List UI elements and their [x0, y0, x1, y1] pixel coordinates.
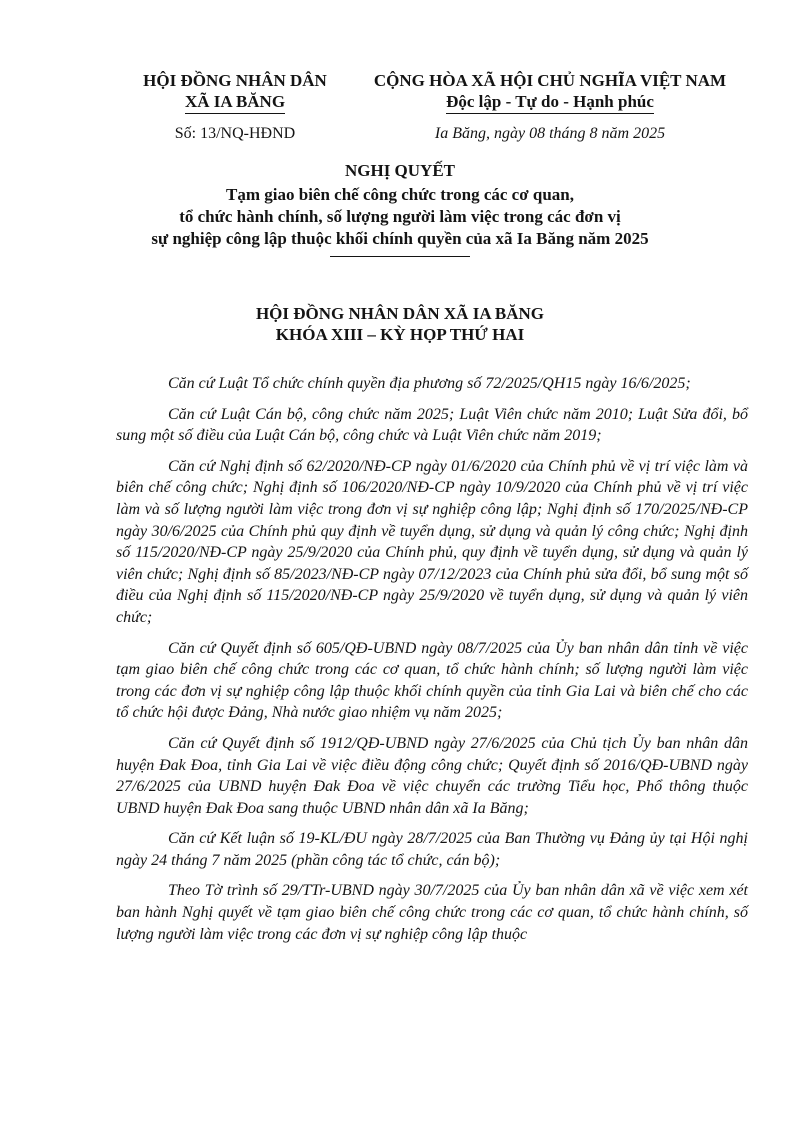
preamble-paragraph: Căn cứ Kết luận số 19-KL/ĐU ngày 28/7/2025 của Ban Thường vụ Đảng ủy tại Hội nghị ngày 24 tháng 7 năm 2025 (phần công tác tổ chức, cán bộ); [116, 830, 748, 869]
preamble-paragraph: Theo Tờ trình số 29/TTr-UBND ngày 30/7/2025 của Ủy ban nhân dân xã về việc xem xét ban hành Nghị quyết về tạm giao biên chế công chức trong các cơ quan, tổ chức hành chính, số lượng người làm việc trong các đơn vị sự nghiệp công lập thuộc [116, 882, 748, 943]
preamble-body [116, 373, 748, 954]
preamble-paragraph: Căn cứ Luật Cán bộ, công chức năm 2025; Luật Viên chức năm 2010; Luật Sửa đổi, bổ sung một số điều của Luật Cán bộ, công chức và Luật Viên chức năm 2019; [116, 405, 748, 445]
national-heading [355, 70, 745, 144]
council-name: HỘI ĐỒNG NHÂN DÂN XÃ IA BĂNG [255, 304, 545, 323]
preamble-paragraph: Căn cứ Quyết định số 605/QĐ-UBND ngày 08/7/2025 của Ủy ban nhân dân tỉnh về việc tạm giao biên chế công chức trong các cơ quan, tổ chức hành chính; số lượng người làm việc trong các đơn vị sự nghiệp công lập thuộc khối chính quyền của tỉnh Gia Lai và biên chế cho các tổ chức hội được Đảng, Nhà nước giao nhiệm vụ năm 2025; [116, 639, 748, 722]
preamble-paragraph: Căn cứ Luật Tổ chức chính quyền địa phương số 72/2025/QH15 ngày 16/6/2025; [168, 375, 691, 392]
preamble-paragraph: Căn cứ Quyết định số 1912/QĐ-UBND ngày 27/6/2025 của Chủ tịch Ủy ban nhân dân huyện Đak Đoa, tỉnh Gia Lai về việc điều động công chức; Quyết định số 2016/QĐ-UBND ngày 27/6/2025 của UBND huyện Đak Đoa về việc chuyển các trường Tiểu học, Phổ thông thuộc UBND huyện Đak Đoa sang thuộc UBND nhân dân xã Ia Băng; [116, 734, 748, 817]
document-type: NGHỊ QUYẾT [344, 161, 456, 180]
org-name-line2: XÃ IA BĂNG [185, 91, 285, 114]
national-motto: Độc lập - Tự do - Hạnh phúc [446, 91, 654, 114]
preamble-paragraph: Căn cứ Nghị định số 62/2020/NĐ-CP ngày 01/6/2020 của Chính phủ về vị trí việc làm và biên chế công chức; Nghị định số 106/2020/NĐ-CP ngày 10/9/2020 của Chính phủ về vị trí việc làm và số lượng người làm việc trong đơn vị sự nghiệp công lập; Nghị định số 170/2025/NĐ-CP ngày 30/6/2025 của Chính phủ quy định về tuyển dụng, sử dụng và quản lý công chức; Nghị định số 115/2020/NĐ-CP ngày 25/9/2020 của Chính phủ, quy định về tuyển dụng, sử dụng và quản lý viên chức; Nghị định số 85/2023/NĐ-CP ngày 07/12/2023 của Chính phủ sửa đổi, bổ sung một số điều của Nghị định số 115/2020/NĐ-CP ngày 25/9/2020 về tuyển dụng, sử dụng và quản lý viên chức; [116, 457, 748, 626]
document-title [60, 160, 740, 257]
issuing-body [120, 70, 350, 144]
document-number: Số: 13/NQ-HĐND [174, 125, 296, 142]
title-subject-line3: sự nghiệp công lập thuộc khối chính quyền của xã Ia Băng năm 2025 [151, 229, 649, 248]
council-heading [60, 303, 740, 345]
nation-name: CỘNG HÒA XÃ HỘI CHỦ NGHĨA VIỆT NAM [373, 71, 727, 90]
title-subject-line2: tổ chức hành chính, số lượng người làm việc trong các đơn vị [179, 207, 621, 226]
issue-date: Ia Băng, ngày 08 tháng 8 năm 2025 [434, 125, 666, 142]
title-subject-line1: Tạm giao biên chế công chức trong các cơ quan, [226, 185, 574, 204]
org-name-line1: HỘI ĐỒNG NHÂN DÂN [143, 71, 327, 90]
title-divider [330, 256, 470, 257]
council-session: KHÓA XIII – KỲ HỌP THỨ HAI [275, 325, 525, 344]
